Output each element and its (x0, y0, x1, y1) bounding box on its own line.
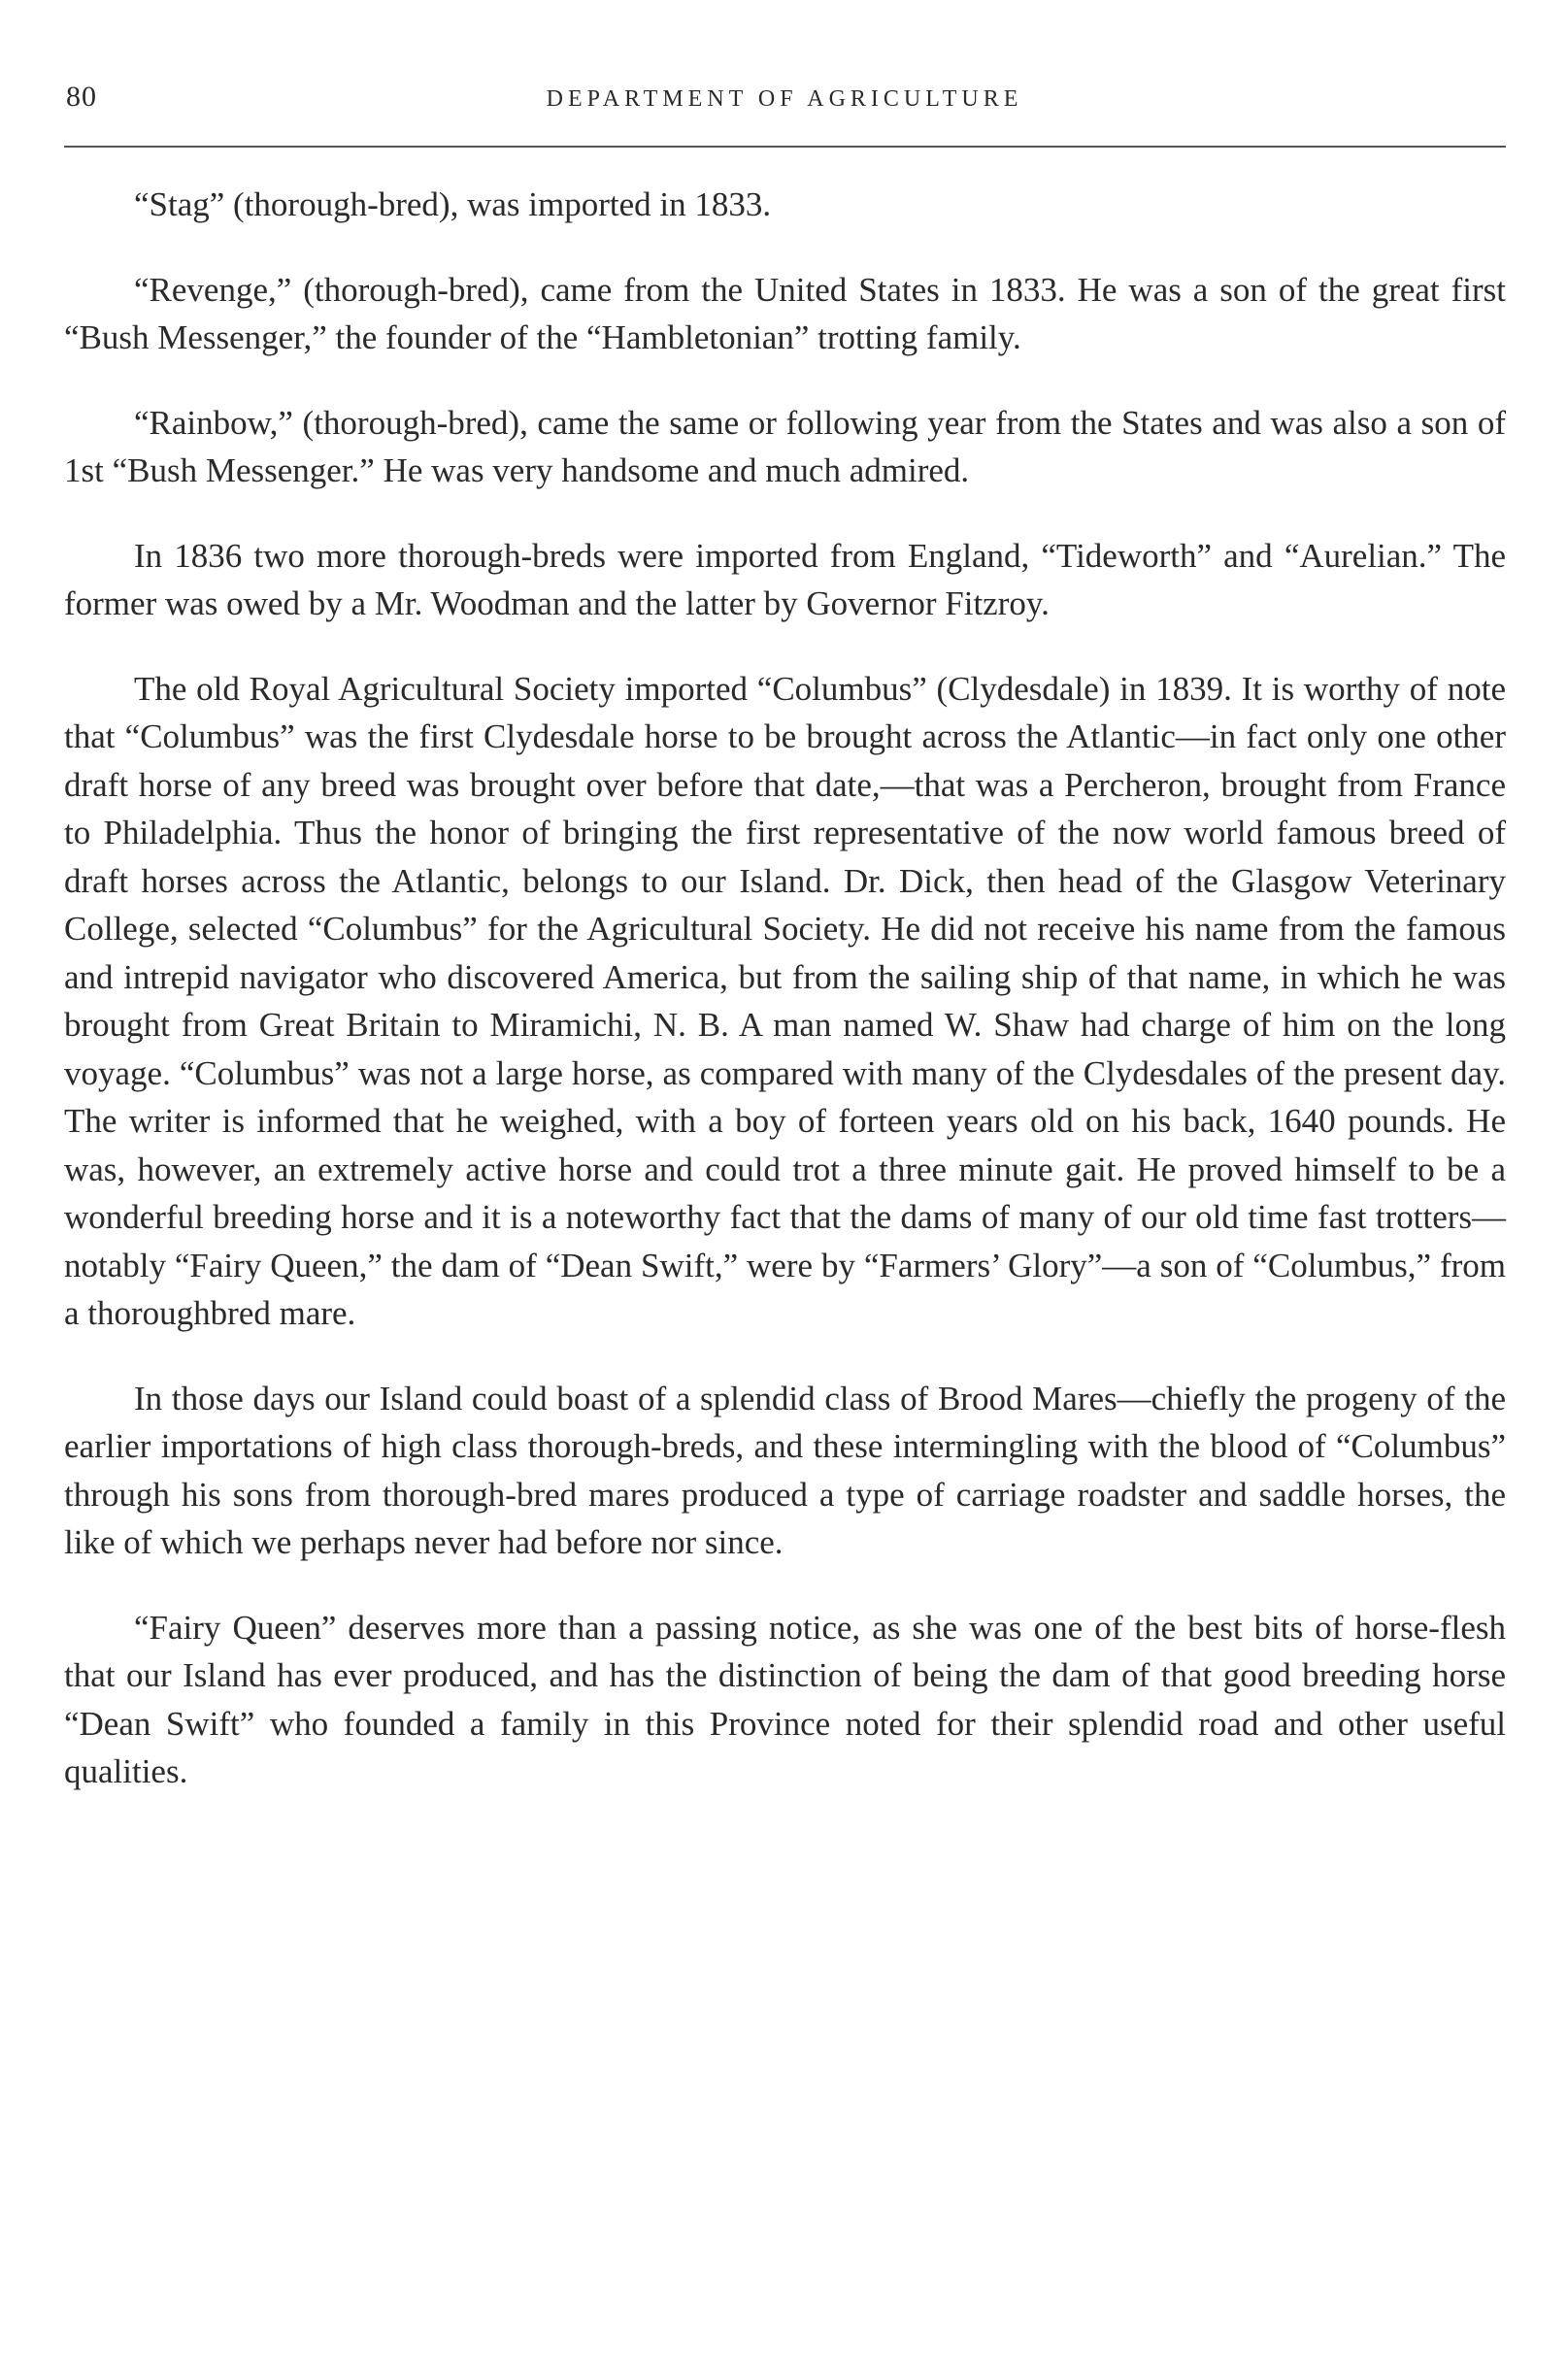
paragraph-1836-imports: In 1836 two more thorough-breds were imported from England, “Tideworth” and “Aurelian.” The former was owed by a Mr. Woodman and the latter by Governor Fitzroy. (64, 536, 1506, 622)
running-head: DEPARTMENT OF AGRICULTURE (546, 86, 1023, 112)
paragraph-columbus: The old Royal Agricultural Society imported “Columbus” (Clydesdale) in 1839. It is worthy of note that “Columbus” was the first Clydesdale horse to be brought across the Atlantic—in fact only one other draft horse of any breed was brought over before that date,—that was a Percheron, brought from France to Philadelphia. Thus the honor of bringing the first representative of the now world famous breed of draft horses across the Atlantic, belongs to our Island. Dr. Dick, then head of the Glasgow Veterinary College, selected “Columbus” for the Agricultural Society. He did not receive his name from the famous and intrepid navigator who discovered America, but from the sailing ship of that name, in which he was brought from Great Britain to Miramichi, N. B. A man named W. Shaw had charge of him on the long voyage. “Columbus” was not a large horse, as compared with many of the Clydesdales of the present day. The writer is informed that he weighed, with a boy of forteen years old on his back, 1640 pounds. He was, however, an extremely active horse and could trot a three minute gait. He proved himself to be a wonderful breeding horse and it is a noteworthy fact that the dams of many of our old time fast trotters—notably “Fairy Queen,” the dam of “Dean Swift,” were by “Farmers’ Glory”—a son of “Columbus,” from a thoroughbred mare. (64, 669, 1506, 1332)
header-rule (64, 146, 1506, 148)
body-text (64, 181, 1506, 1833)
paragraph-fairy-queen: “Fairy Queen” deserves more than a passing notice, as she was one of the best bits of horse-flesh that our Island has ever produced, and has the distinction of being the dam of that good breeding horse “Dean Swift” who founded a family in this Province noted for their splendid road and other useful qualities. (64, 1608, 1506, 1790)
paragraph-revenge: “Revenge,” (thorough-bred), came from the United States in 1833. He was a son of the great first “Bush Messenger,” the founder of the “Hambletonian” trotting family. (64, 270, 1506, 356)
paragraph-rainbow: “Rainbow,” (thorough-bred), came the same or following year from the States and was also a son of 1st “Bush Messenger.” He was very handsome and much admired. (64, 403, 1506, 489)
page-header (66, 78, 1503, 126)
paragraph-brood-mares: In those days our Island could boast of a splendid class of Brood Mares—chiefly the progeny of the earlier importations of high class thorough-breds, and these intermingling with the blood of “Columbus” through his sons from thorough-bred mares produced a type of carriage roadster and saddle horses, the like of which we perhaps never had before nor since. (64, 1379, 1506, 1561)
paragraph-stag: “Stag” (thorough-bred), was imported in 1833. (134, 185, 772, 223)
page-number: 80 (66, 81, 97, 113)
